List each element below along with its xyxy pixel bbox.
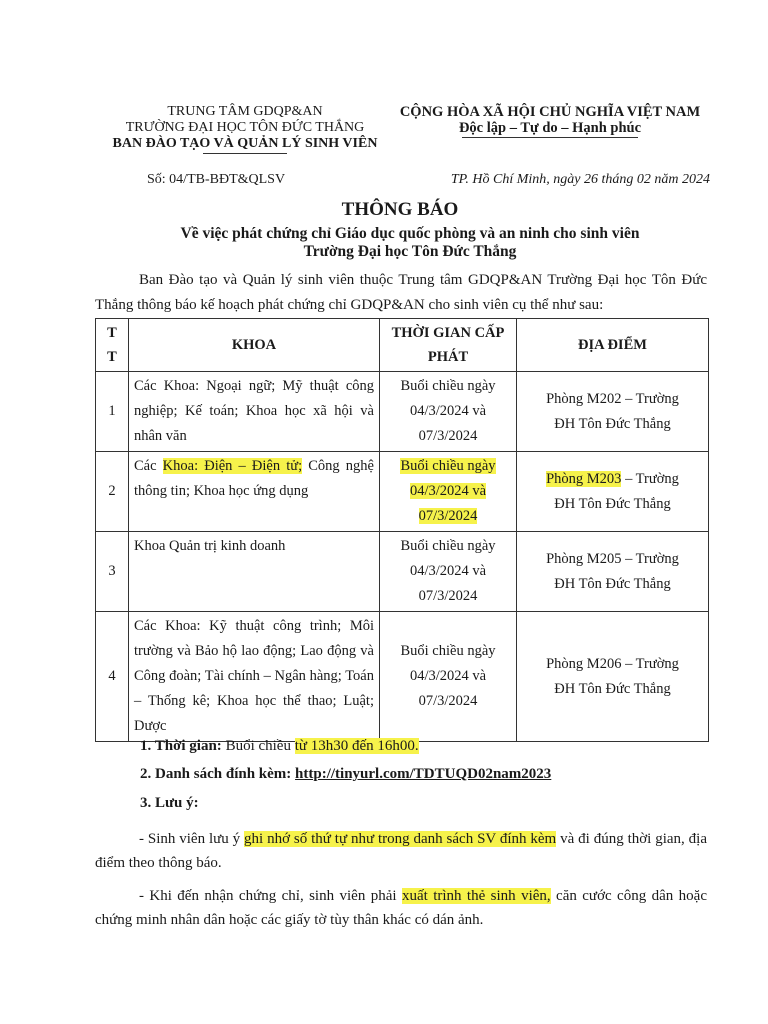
document-title: THÔNG BÁO xyxy=(341,199,459,220)
note-1: - Sinh viên lưu ý ghi nhớ số thứ tự như trong danh sách SV đính kèm và đi đúng thời gian, địa điểm theo thông báo. xyxy=(95,831,707,871)
row-khoa: Các Khoa: Ngoại ngữ; Mỹ thuật công nghiệp; Kế toán; Khoa học xã hội và nhân văn xyxy=(129,372,380,452)
item-time: 1. Thời gian: Buổi chiều từ 13h30 đến 16h00. xyxy=(140,738,419,754)
issuer-line-1: TRUNG TÂM GDQP&AN xyxy=(167,104,323,119)
highlight: 04/3/2024 và xyxy=(409,483,487,499)
row-place: Phòng M202 – Trường ĐH Tôn Đức Thắng xyxy=(517,372,709,452)
row-time xyxy=(380,452,517,532)
row-number: 1 xyxy=(96,372,129,452)
issuer-line-3: BAN ĐÀO TẠO VÀ QUẢN LÝ SINH VIÊN xyxy=(112,136,378,151)
row-khoa: Khoa Quản trị kinh doanh xyxy=(129,532,380,612)
row-khoa: Các Khoa: Điện – Điện tử; Công nghệ thông tin; Khoa học ứng dụng xyxy=(129,452,380,532)
attachment-link[interactable]: http://tinyurl.com/TDTUQD02nam2023 xyxy=(295,766,552,782)
national-motto-line-2: Độc lập – Tự do – Hạnh phúc xyxy=(458,120,642,136)
issuer-header xyxy=(100,104,390,154)
table-row xyxy=(96,372,709,452)
table-row xyxy=(96,452,709,532)
row-khoa: Các Khoa: Kỹ thuật công trình; Môi trường và Bảo hộ lao động; Lao động và Công đoàn; Tài chính – Ngân hàng; Toán – Thống kê; Khoa học thể thao; Luật; Dược xyxy=(129,612,380,742)
item-attachment-label: 2. Danh sách đính kèm: xyxy=(140,766,292,782)
national-motto-line-1: CỘNG HÒA XÃ HỘI CHỦ NGHĨA VIỆT NAM xyxy=(399,104,701,120)
table-header-row xyxy=(96,319,709,372)
note-2: - Khi đến nhận chứng chỉ, sinh viên phải xuất trình thẻ sinh viên, căn cước công dân hoặc chứng minh nhân dân hoặc các giấy tờ tùy thân khác có dán ảnh. xyxy=(95,888,707,928)
header-khoa: KHOA xyxy=(129,319,380,372)
table-row xyxy=(96,612,709,742)
header-place: ĐỊA ĐIỂM xyxy=(517,319,709,372)
document-date: TP. Hồ Chí Minh, ngày 26 tháng 02 năm 2024 xyxy=(450,172,710,187)
national-header xyxy=(380,104,720,138)
subtitle-line-2: Trường Đại học Tôn Đức Thắng xyxy=(303,243,517,260)
issuer-underline xyxy=(203,153,287,154)
row-place: Phòng M203 – Trường ĐH Tôn Đức Thắng xyxy=(517,452,709,532)
highlight: Buổi chiều ngày xyxy=(400,458,496,474)
row-place: Phòng M206 – Trường ĐH Tôn Đức Thắng xyxy=(517,612,709,742)
document-subtitle xyxy=(60,225,760,261)
highlight: xuất trình thẻ sinh viên, xyxy=(401,888,551,904)
row-time: Buổi chiều ngày 04/3/2024 và 07/3/2024 xyxy=(380,372,517,452)
header-time: THỜI GIAN CẤP PHÁT xyxy=(380,319,517,372)
row-number: 3 xyxy=(96,532,129,612)
header-tt: T T xyxy=(96,319,129,372)
subtitle-line-1: Về việc phát chứng chỉ Giáo dục quốc phòng và an ninh cho sinh viên xyxy=(180,225,640,242)
row-number: 4 xyxy=(96,612,129,742)
highlight: 07/3/2024 xyxy=(418,508,478,524)
motto-underline xyxy=(462,137,638,138)
row-time: Buổi chiều ngày 04/3/2024 và 07/3/2024 xyxy=(380,612,517,742)
intro-text: Ban Đào tạo và Quản lý sinh viên thuộc Trung tâm GDQP&AN Trường Đại học Tôn Đức Thắng thông báo kế hoạch phát chứng chỉ GDQP&AN cho sinh viên cụ thể như sau: xyxy=(95,272,707,313)
item-notes-label: 3. Lưu ý: xyxy=(140,795,199,811)
table-row xyxy=(96,532,709,612)
issuer-line-2: TRƯỜNG ĐẠI HỌC TÔN ĐỨC THẮNG xyxy=(125,120,365,135)
highlight: Phòng M203 xyxy=(546,470,622,487)
highlight: Khoa: Điện – Điện tử; xyxy=(162,458,303,474)
row-time: Buổi chiều ngày 04/3/2024 và 07/3/2024 xyxy=(380,532,517,612)
row-place: Phòng M205 – Trường ĐH Tôn Đức Thắng xyxy=(517,532,709,612)
highlight: từ 13h30 đến 16h00. xyxy=(294,738,419,754)
schedule-table xyxy=(95,318,709,742)
item-attachment xyxy=(140,766,551,783)
document-number: Số: 04/TB-BĐT&QLSV xyxy=(147,172,286,187)
intro-paragraph xyxy=(95,268,707,318)
row-number: 2 xyxy=(96,452,129,532)
highlight: ghi nhớ số thứ tự như trong danh sách SV đính kèm xyxy=(244,831,557,847)
item-time-label: 1. Thời gian: xyxy=(140,738,222,754)
